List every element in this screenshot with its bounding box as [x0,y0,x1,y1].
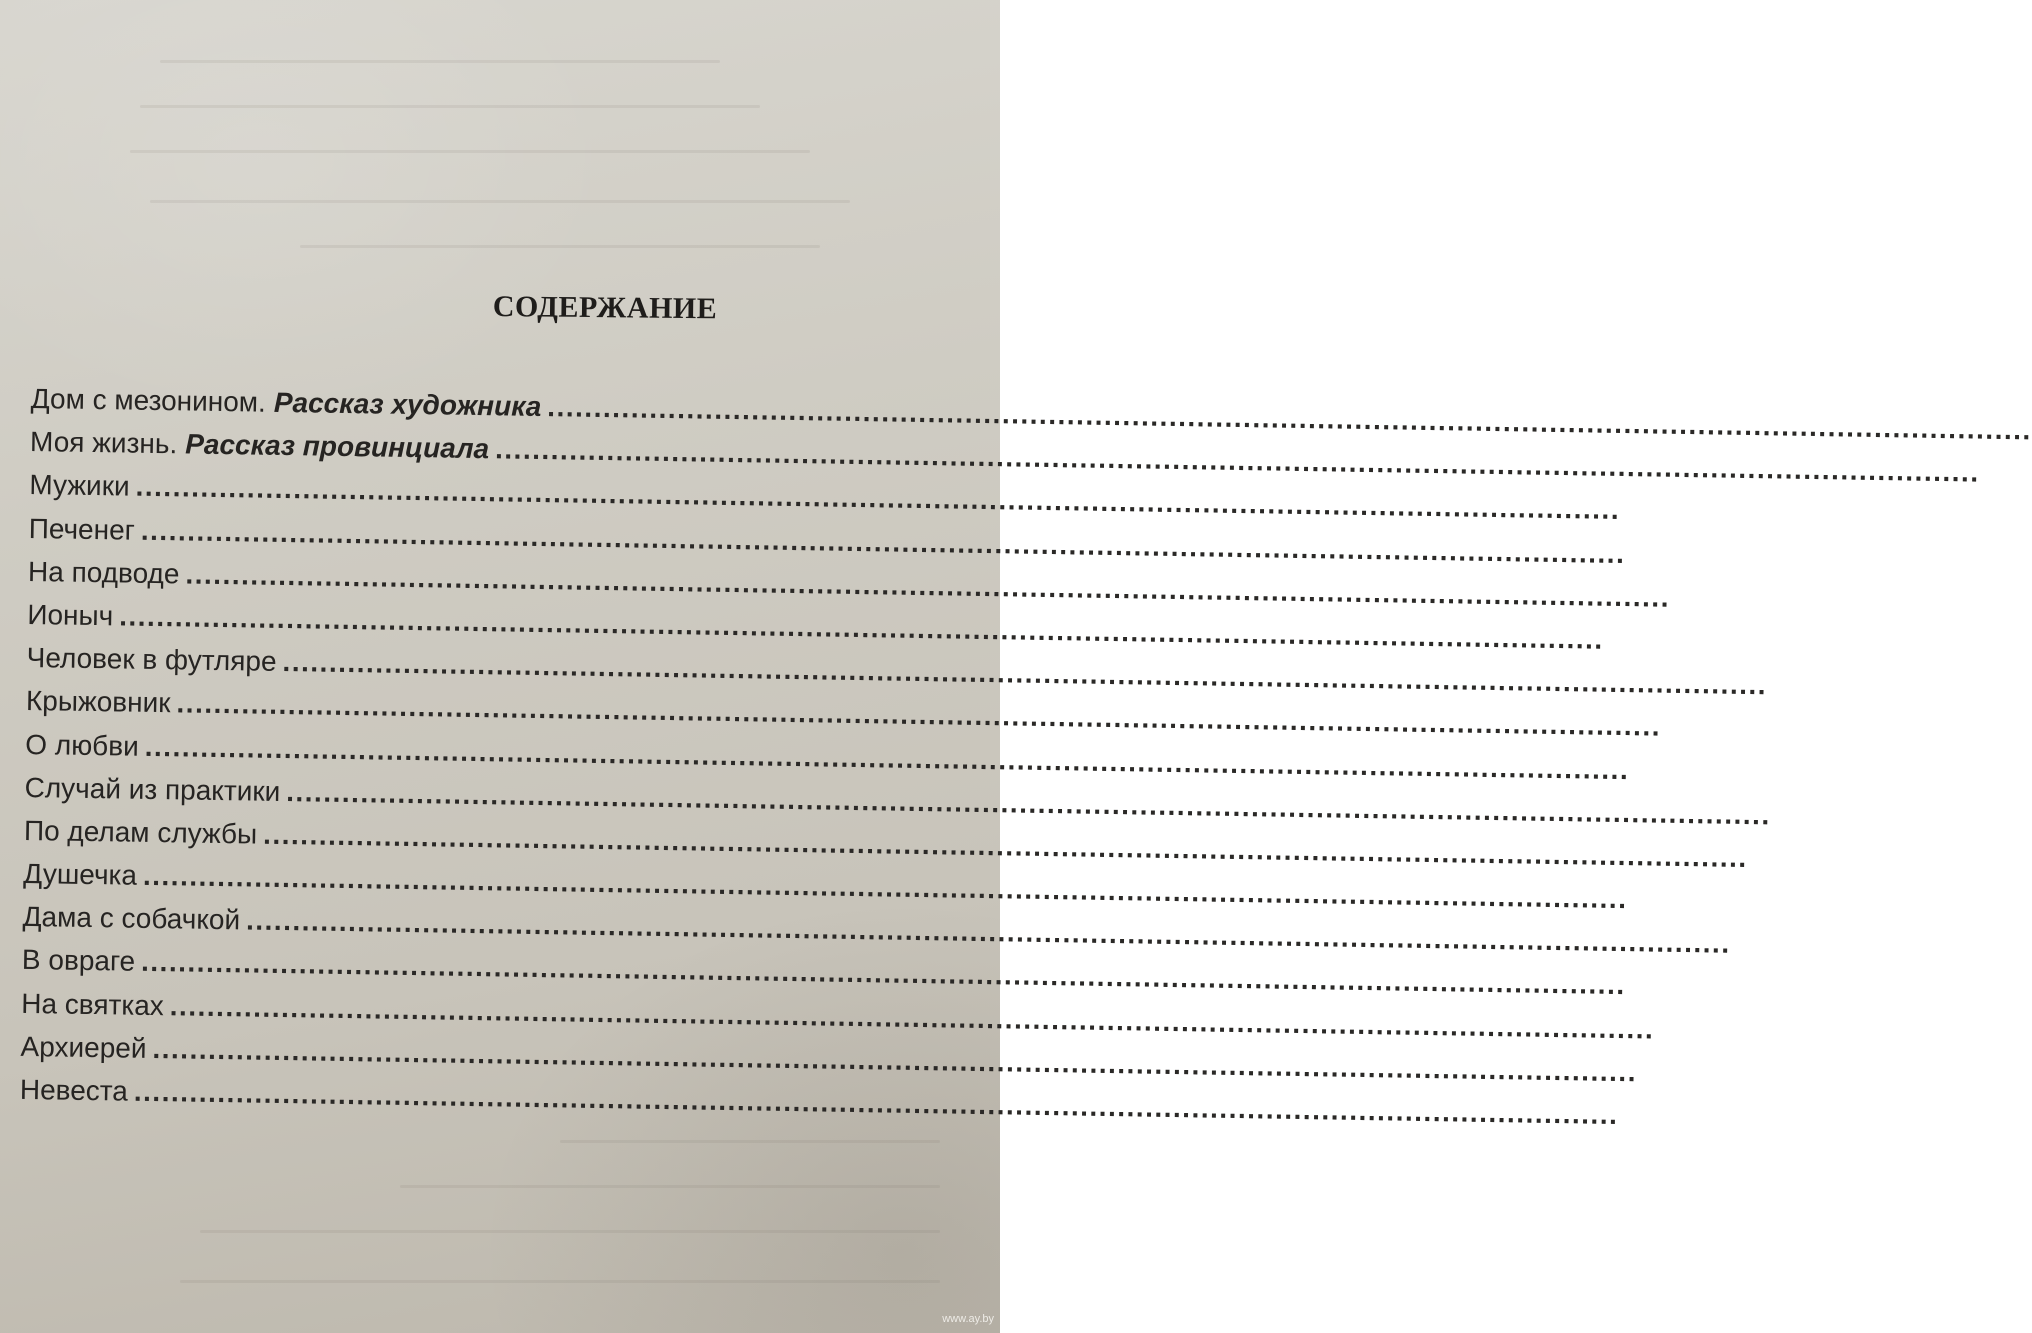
bleed-through-line [400,1185,940,1188]
bleed-through-line [300,245,820,248]
watermark: www.ay.by [942,1313,994,1325]
toc-entry-title: Дом с мезонином. [30,383,267,418]
dot-leader: ................................................................................................................................................................ [140,514,1626,569]
dot-leader: ................................................................................................................................................................ [144,730,1630,785]
bleed-through-line [160,60,720,63]
toc-entry-title: Дама с собачкой [22,901,241,936]
toc-entry-title: На подводе [27,555,180,590]
dot-leader: ................................................................................................................................................................ [142,859,1628,915]
dot-leader: ................................................................................................................................................................ [286,775,1771,831]
toc-entry-title: Крыжовник [25,685,171,719]
bleed-through-line [200,1230,940,1233]
dot-leader: ................................................................................................................................................................ [185,558,1671,613]
bleed-through-line [140,105,760,108]
toc-entry-subtitle: Рассказ художника [273,386,542,423]
toc-entry-title: Печенег [28,512,136,546]
dot-leader: ................................................................................................................................................................ [282,646,1768,701]
dot-leader: ................................................................................................................................................................ [135,471,1621,526]
toc-entry-title: Ионыч [27,598,114,632]
dot-leader: ................................................................................................................................................................ [547,391,2032,446]
bleed-through-line [560,1140,940,1143]
page-title: СОДЕРЖАНИЕ [492,290,718,326]
dot-leader: ................................................................................................................................................................ [176,687,1662,742]
toc-entry-title: Мужики [29,469,130,502]
bleed-through-line [180,1280,940,1283]
toc-entry-title: Архиерей [20,1030,147,1064]
toc-entry-title: Моя жизнь. [29,426,178,460]
toc-entry-title: Душечка [23,858,138,891]
dot-leader: ................................................................................................................................................................ [494,433,1980,488]
dot-leader: ................................................................................................................................................................ [118,600,1604,655]
dot-leader: ................................................................................................................................................................ [133,1075,1619,1131]
toc-entry-title: В овраге [21,944,136,978]
table-of-contents [19,383,2032,1133]
toc-entry-title: Человек в футляре [26,642,277,678]
dot-leader: ................................................................................................................................................................ [262,818,1748,873]
toc-entry-title: О любви [25,728,140,762]
dot-leader: ................................................................................................................................................................ [152,1032,1638,1088]
bleed-through-line [150,200,850,203]
toc-entry-title: Невеста [19,1073,129,1107]
toc-entry-subtitle: Рассказ провинциала [185,428,490,465]
dot-leader: ................................................................................................................................................................ [245,904,1731,960]
toc-entry-title: Случай из практики [24,771,281,807]
toc-entry-title: На святках [21,987,165,1021]
bleed-through-line [130,150,810,153]
dot-leader: ................................................................................................................................................................ [169,989,1655,1045]
dot-leader: ................................................................................................................................................................ [140,946,1626,1001]
toc-entry-title: По делам службы [23,814,258,850]
